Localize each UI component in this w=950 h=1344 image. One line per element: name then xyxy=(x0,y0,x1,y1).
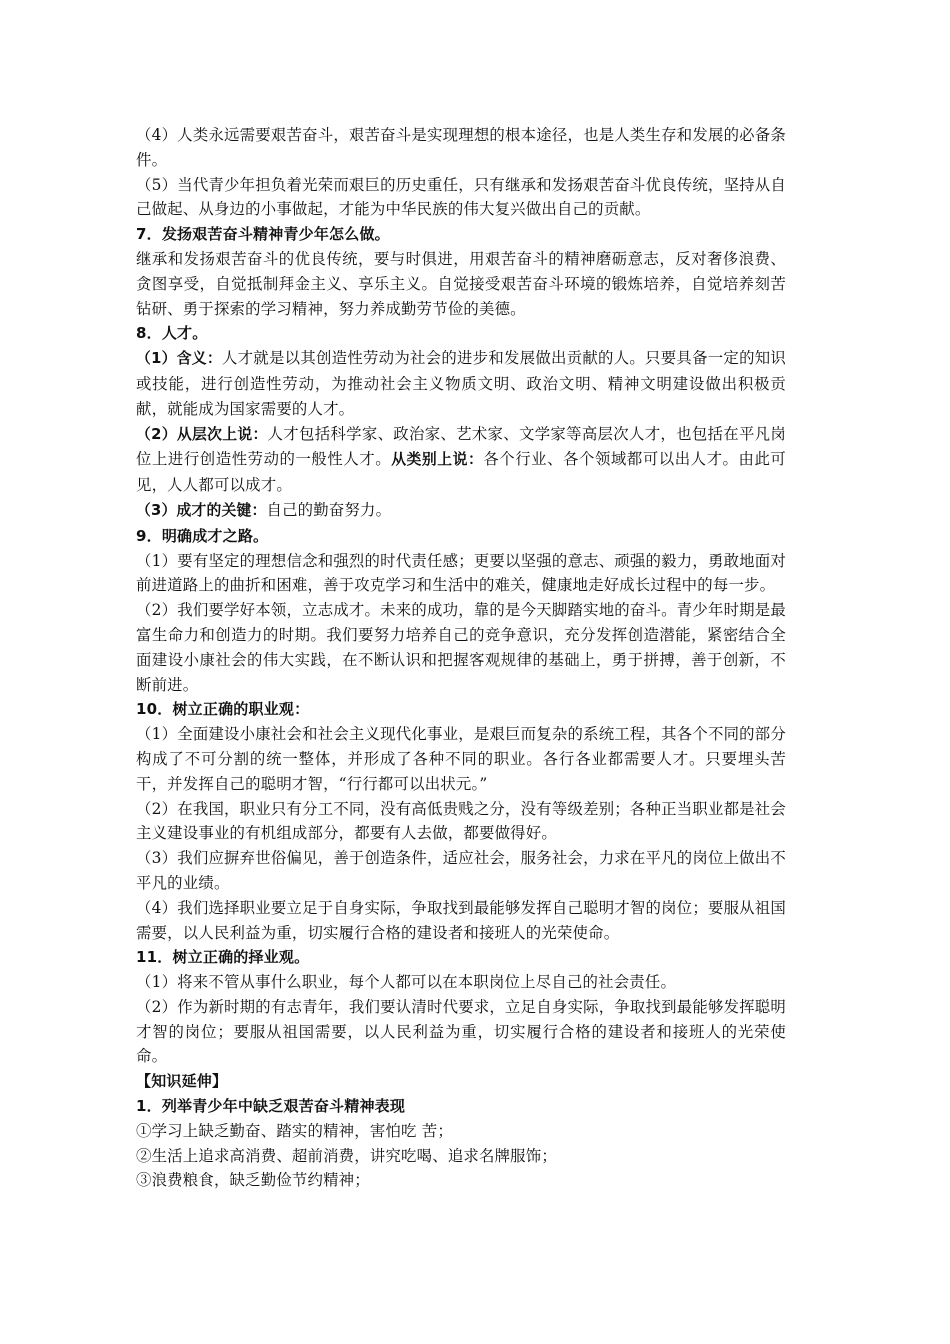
choice-point-1: （1）将来不管从事什么职业，每个人都可以在本职岗位上尽自己的社会责任。 xyxy=(136,973,677,992)
talent-levels xyxy=(136,422,786,498)
talent-levels-lead: （2）从层次上说： xyxy=(136,425,268,443)
talent-key-text: 自己的勤奋努力。 xyxy=(266,500,392,519)
extension-heading-1: 1．列举青少年中缺乏艰苦奋斗精神表现 xyxy=(136,1097,406,1116)
heading-9: 9．明确成才之路。 xyxy=(136,526,269,545)
document-body xyxy=(136,123,786,1193)
career-point-4: （4）我们选择职业要立足于自身实际，争取找到最能够发挥自己聪明才智的岗位；要服从祖国需要，以人民利益为重，切实履行合格的建设者和接班人的光荣使命。 xyxy=(136,898,786,942)
heading-10: 10．树立正确的职业观： xyxy=(136,700,310,719)
talent-definition-lead: （1）含义： xyxy=(136,350,222,368)
heading-8: 8．人才。 xyxy=(136,324,208,343)
choice-point-2: （2）作为新时期的有志青年，我们要认清时代要求，立足自身实际，争取找到最能够发挥聪明才智的岗位；要服从祖国需要，以人民利益为重，切实履行合格的建设者和接班人的光荣使命。 xyxy=(136,997,786,1066)
career-point-3: （3）我们应摒弃世俗偏见，善于创造条件，适应社会，服务社会，力求在平凡的岗位上做出不平凡的业绩。 xyxy=(136,849,786,892)
extension-item-3: ③浪费粮食，缺乏勤俭节约精神； xyxy=(136,1171,370,1190)
path-point-1: （1）要有坚定的理想信念和强烈的时代责任感；更要以坚强的意志、顽强的毅力，勇敢地面对前进道路上的曲折和困难，善于攻克学习和生活中的难关，健康地走好成长过程中的每一步。 xyxy=(136,551,786,595)
point-4-struggle-necessity: （4）人类永远需要艰苦奋斗，艰苦奋斗是实现理想的根本途径，也是人类生存和发展的必备条件。 xyxy=(136,126,786,169)
talent-key xyxy=(136,498,786,524)
heading-7: 7．发扬艰苦奋斗精神青少年怎么做。 xyxy=(136,225,390,244)
heading-11: 11．树立正确的择业观。 xyxy=(136,948,310,967)
talent-levels-text: 人才包括科学家、政治家、艺术家、文学家等高层次人才，也包括在平凡岗位上进行创造性劳动的一般性人才。 xyxy=(136,424,786,469)
path-point-2: （2）我们要学好本领，立志成才。未来的成功，靠的是今天脚踏实地的奋斗。青少年时期是最富生命力和创造力的时期。我们要努力培养自己的竞争意识，充分发挥创造潜能，紧密结合全面建设小康社会的伟大实践，在不断认识和把握客观规律的基础上，勇于拼搏，善于创新，不断前进。 xyxy=(136,601,786,694)
point-5-youth-responsibility: （5）当代青少年担负着光荣而艰巨的历史重任，只有继承和发扬艰苦奋斗优良传统，坚持从自己做起、从身边的小事做起，才能为中华民族的伟大复兴做出自己的贡献。 xyxy=(136,175,786,219)
talent-definition-text: 人才就是以其创造性劳动为社会的进步和发展做出贡献的人。只要具备一定的知识或技能，进行创造性劳动，为推动社会主义物质文明、政治文明、精神文明建设做出积极贡献，就能成为国家需要的人才。 xyxy=(136,349,787,418)
talent-categories-lead: 从类别上说： xyxy=(391,451,484,469)
extension-item-1: ①学习上缺乏勤奋、踏实的精神，害怕吃 苦； xyxy=(136,1121,453,1140)
talent-key-lead: （3）成才的关键： xyxy=(136,501,267,519)
extension-item-2: ②生活上追求高消费、超前消费，讲究吃喝、追求名牌服饰； xyxy=(136,1146,557,1165)
talent-categories-text: 各个行业、各个领域都可以出人才。由此可见，人人都可以成才。 xyxy=(136,450,786,495)
knowledge-extension-heading: 【知识延伸】 xyxy=(136,1072,228,1091)
career-point-2: （2）在我国，职业只有分工不同，没有高低贵贱之分，没有等级差别；各种正当职业都是社会主义建设事业的有机组成部分，都要有人去做，都要做得好。 xyxy=(136,799,786,843)
career-point-1: （1）全面建设小康社会和社会主义现代化事业，是艰巨而复杂的系统工程，其各个不同的部分构成了不可分割的统一整体，并形成了各种不同的职业。各行各业都需要人才。只要埋头苦干，并发挥自己的聪明才智，“行行都可以出状元。” xyxy=(136,725,786,793)
section-7-body: 继承和发扬艰苦奋斗的优良传统，要与时俱进，用艰苦奋斗的精神磨砺意志，反对奢侈浪费、贪图享受，自觉抵制拜金主义、享乐主义。自觉接受艰苦奋斗环境的锻炼培养，自觉培养刻苦钻研、勇于探索的学习精神，努力养成勤劳节俭的美德。 xyxy=(136,249,786,318)
talent-definition xyxy=(136,346,786,421)
